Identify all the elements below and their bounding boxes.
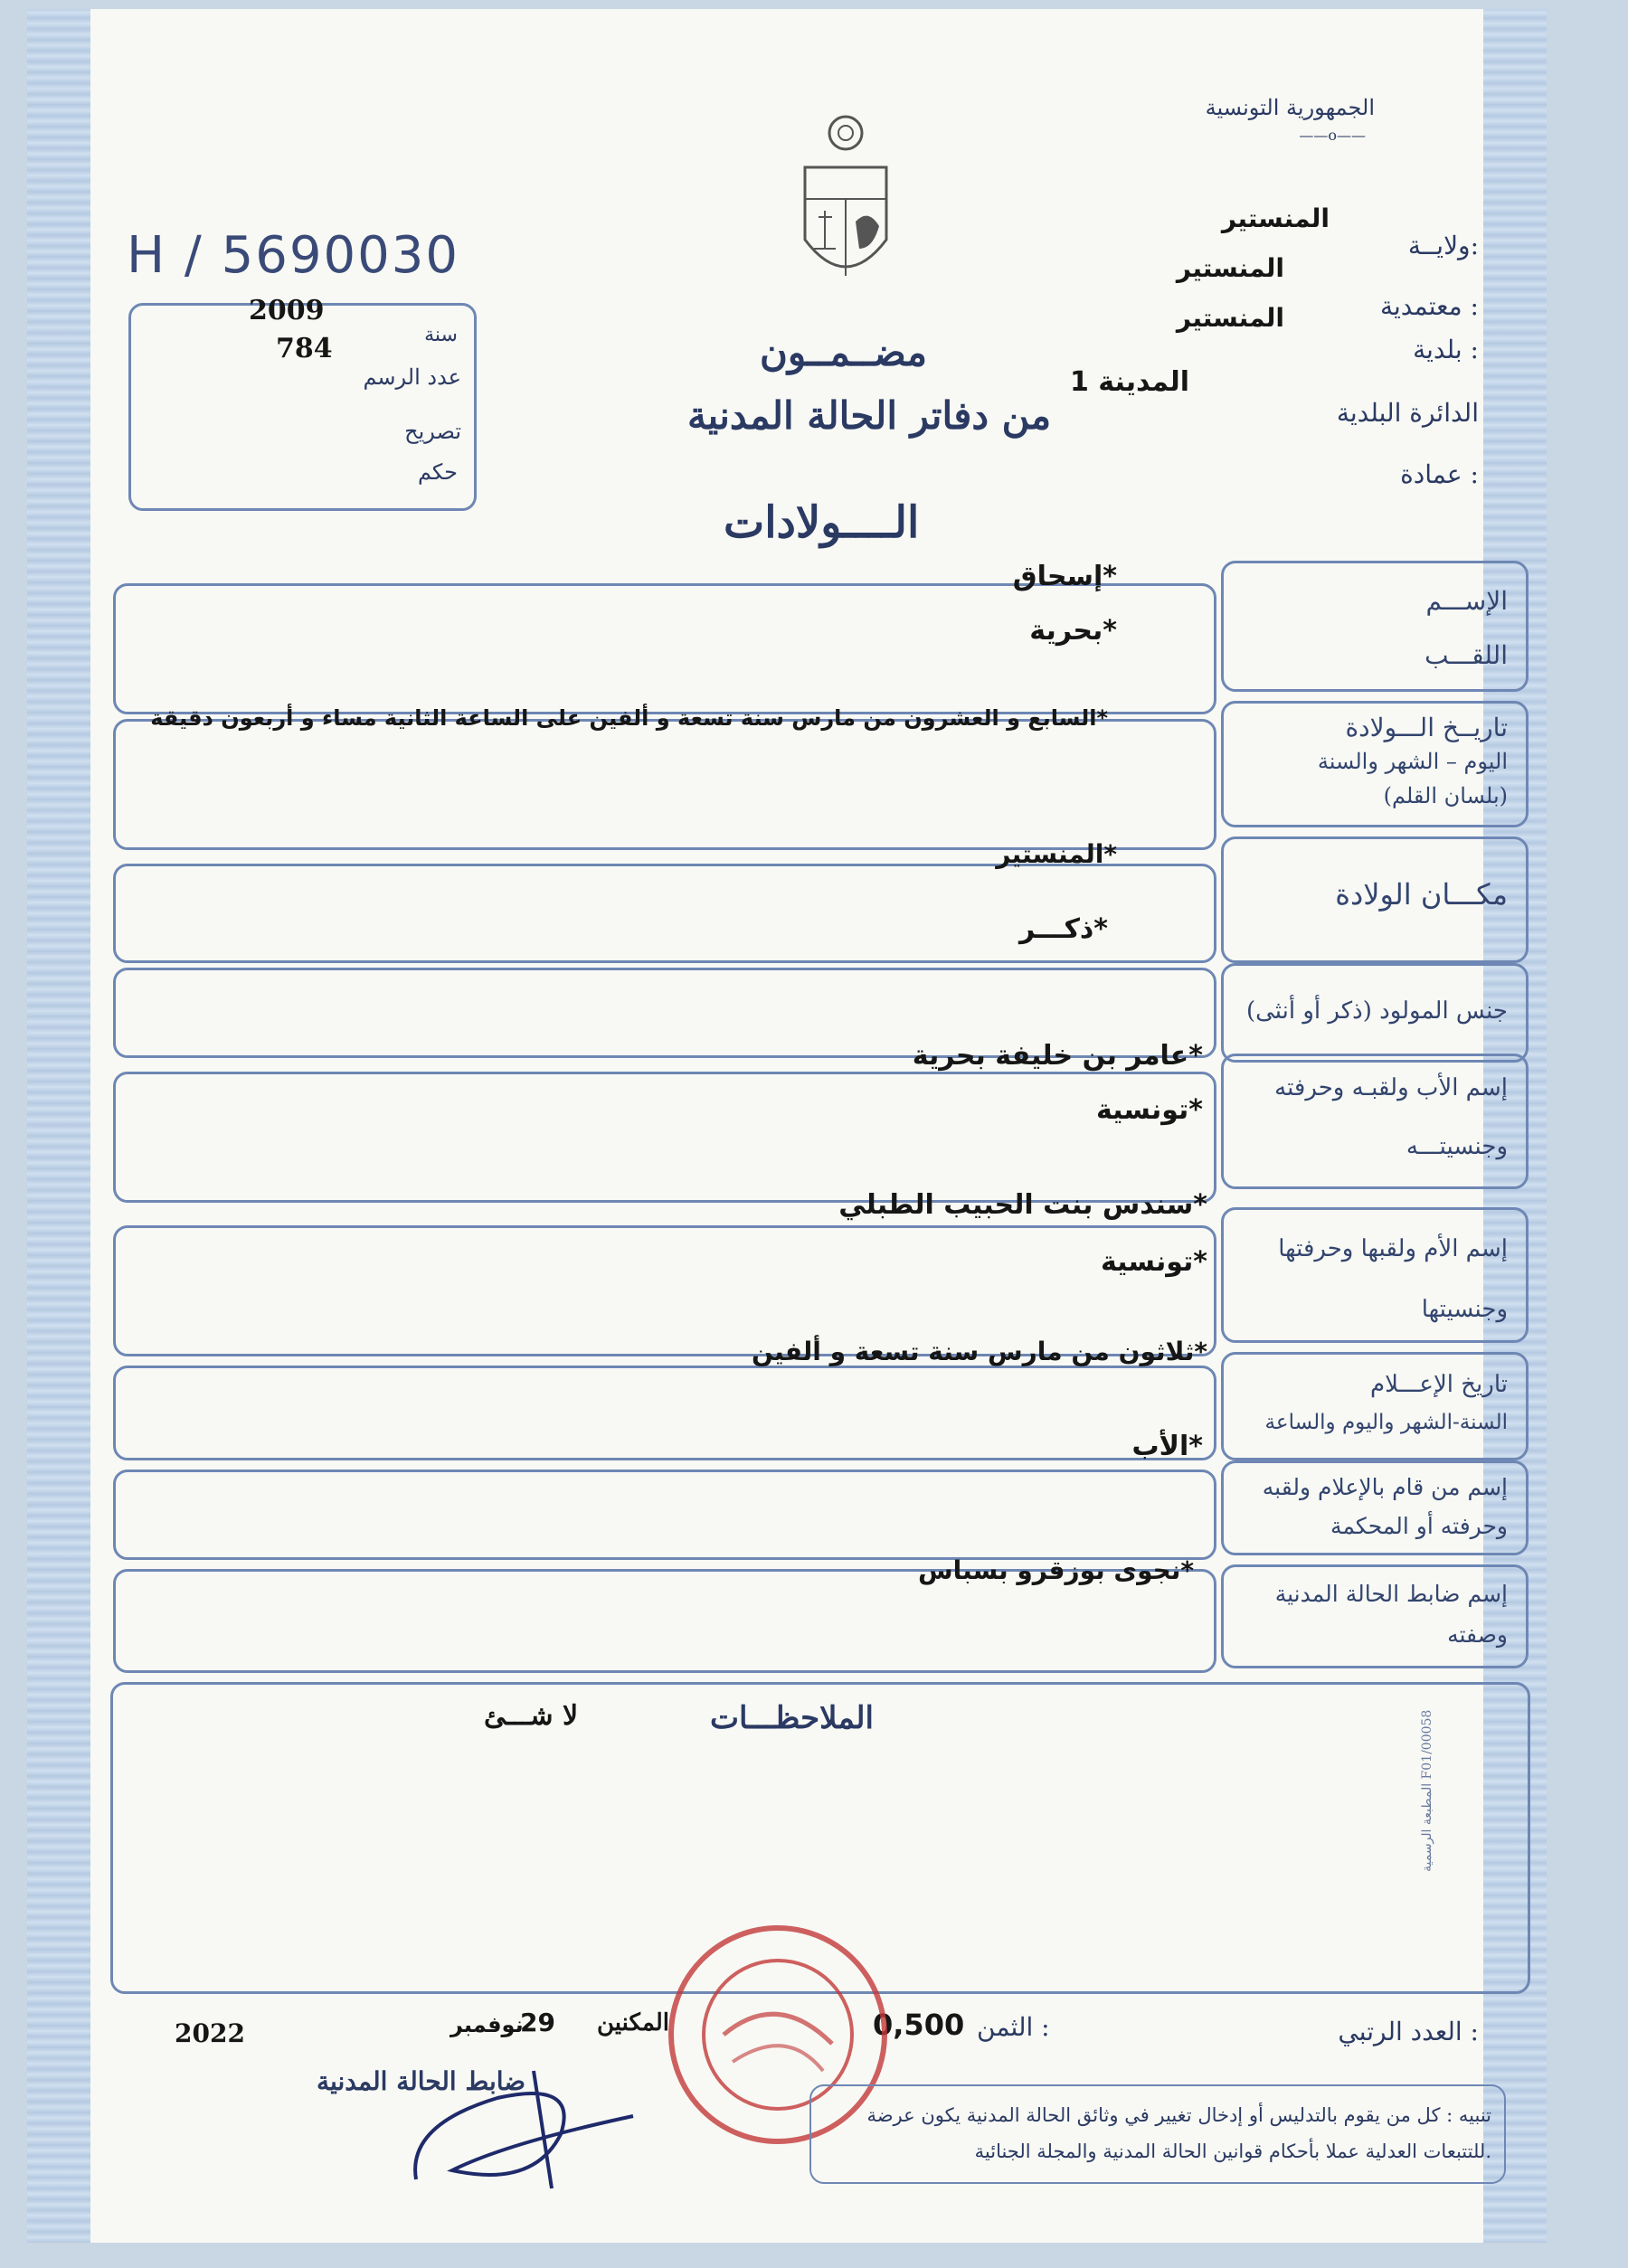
value-declarant: الأب*: [1131, 1431, 1203, 1462]
value-mother: سندس بنت الحبيب الطبلي*: [838, 1189, 1207, 1221]
registry-judgment-label: حكم: [417, 459, 458, 485]
remarks-label: الملاحظـــات: [710, 1700, 874, 1736]
date-month: نوفمبر: [450, 2012, 524, 2037]
label-declarant-sub: وحرفته أو المحكمة: [1330, 1513, 1508, 1539]
date-day: 29: [520, 2008, 555, 2037]
label-name: الإســـم: [1425, 586, 1508, 616]
label-mother: إسم الأم ولقبها وحرفتها: [1278, 1235, 1508, 1262]
certificate-page: [27, 9, 1547, 2243]
district-value: المدينة 1: [1069, 366, 1189, 398]
value-officer: نجوى بوزقرو بسباس*: [918, 1555, 1194, 1585]
date-year: 2022: [175, 2018, 245, 2048]
title-line1: مضــمــون: [760, 330, 927, 374]
label-father: إسم الأب ولقبـه وحرفته: [1274, 1074, 1508, 1101]
value-father-nationality: تونسية*: [1095, 1094, 1203, 1126]
price-label: الثمن :: [977, 2012, 1050, 2042]
label-box-declaration-date: [1221, 1352, 1529, 1460]
delegation-value: المنستير: [1176, 253, 1284, 283]
data-box-declaration-date: [113, 1366, 1216, 1460]
label-birth-date: تاريــخ الـــولادة: [1345, 713, 1508, 742]
value-declaration-date: ثلاثون من مارس سنة تسعة و ألفين*: [751, 1337, 1207, 1366]
republic-ornament: ——o——: [1299, 127, 1366, 144]
label-surname: اللقـــب: [1424, 640, 1508, 670]
republic-label: الجمهورية التونسية: [1205, 95, 1375, 120]
label-birth-date-sub: اليوم – الشهر والسنة: [1317, 749, 1508, 774]
label-box-father: [1221, 1054, 1529, 1189]
label-box-officer: [1221, 1564, 1529, 1668]
label-declarant: إسم من قام بالإعلام ولقبه: [1262, 1474, 1508, 1500]
print-code: المطبعة الرسمية F01/00058: [1420, 1709, 1434, 1872]
label-father-nationality: وجنسيتـــه: [1406, 1133, 1508, 1160]
price-value: 0,500: [873, 2008, 965, 2042]
officer-signature-label: ضابط الحالة المدنية: [317, 2066, 526, 2096]
district-label: الدائرة البلدية: [1336, 398, 1479, 428]
value-gender: ذكـــر*: [1019, 913, 1108, 945]
registry-number-value: 784: [276, 333, 333, 364]
value-name: إسحاق*: [1012, 561, 1117, 592]
title-line2: من دفاتر الحالة المدنية: [687, 393, 1052, 438]
section-title: الــــولادات: [724, 497, 920, 548]
document-serial: H / 5690030: [127, 226, 459, 285]
label-box-birth-place: [1221, 836, 1529, 963]
registry-box: [128, 295, 477, 511]
label-box-name: [1221, 561, 1529, 692]
delegation-label: معتمدية :: [1380, 291, 1479, 321]
left-guilloche-border: [27, 9, 90, 2243]
label-gender: جنس المولود (ذكر أو أنثى): [1245, 997, 1508, 1025]
label-box-birth-date: [1221, 701, 1529, 827]
municipality-value: المنستير: [1176, 303, 1284, 333]
remarks-value: لا شـــئ: [484, 1700, 579, 1732]
omada-label: عمادة :: [1400, 459, 1479, 489]
warning-line1: تنبيه : كل من يقوم بالتدليس أو إدخال تغيير في وثائق الحالة المدنية يكون عرضة: [866, 2104, 1491, 2126]
place-value: المكنين: [597, 2009, 670, 2036]
governorate-label: ولايــة:: [1407, 231, 1479, 260]
handwritten-signature: [398, 2035, 687, 2197]
value-father: عامر بن خليفة بحرية*: [912, 1040, 1203, 1072]
data-box-name: [113, 583, 1216, 714]
coat-of-arms-icon: [796, 113, 895, 294]
label-officer: إسم ضابط الحالة المدنية: [1274, 1581, 1508, 1607]
warning-box: [809, 2084, 1506, 2184]
registry-year-label: سنة: [424, 324, 458, 346]
data-box-birth-date: [113, 719, 1216, 850]
label-mother-nationality: وجنسيتها: [1421, 1296, 1508, 1323]
label-officer-sub: وصفته: [1447, 1621, 1508, 1648]
label-box-gender: [1221, 963, 1529, 1063]
data-box-declarant: [113, 1469, 1216, 1560]
label-declaration-date: تاريخ الإعـــلام: [1369, 1371, 1508, 1398]
label-birth-date-note: (بلسان القلم): [1383, 783, 1508, 808]
governorate-value: المنستير: [1221, 203, 1330, 233]
registry-number-label: عدد الرسم: [363, 364, 461, 390]
municipality-label: بلدية :: [1413, 335, 1479, 364]
serial-number-label: العدد الرتبي :: [1338, 2017, 1479, 2046]
registry-declaration-label: تصريح: [404, 419, 461, 444]
label-box-declarant: [1221, 1460, 1529, 1555]
data-box-father: [113, 1072, 1216, 1203]
value-surname: بحرية*: [1029, 615, 1117, 647]
registry-year-value: 2009: [249, 295, 325, 326]
warning-line2: للتتبعات العدلية عملا بأحكام قوانين الحالة المدنية والمجلة الجنائية.: [974, 2140, 1491, 2162]
value-mother-nationality: تونسية*: [1100, 1246, 1207, 1278]
value-birth-date: السابع و العشرون من مارس سنة تسعة و ألفين على الساعة الثانية مساء و أربعون دقيقة*: [150, 705, 1108, 731]
label-birth-place: مكـــان الولادة: [1335, 877, 1508, 912]
label-declaration-date-sub: السنة-الشهر واليوم والساعة: [1264, 1411, 1508, 1434]
label-box-mother: [1221, 1207, 1529, 1343]
value-birth-place: المنستير*: [996, 839, 1117, 869]
